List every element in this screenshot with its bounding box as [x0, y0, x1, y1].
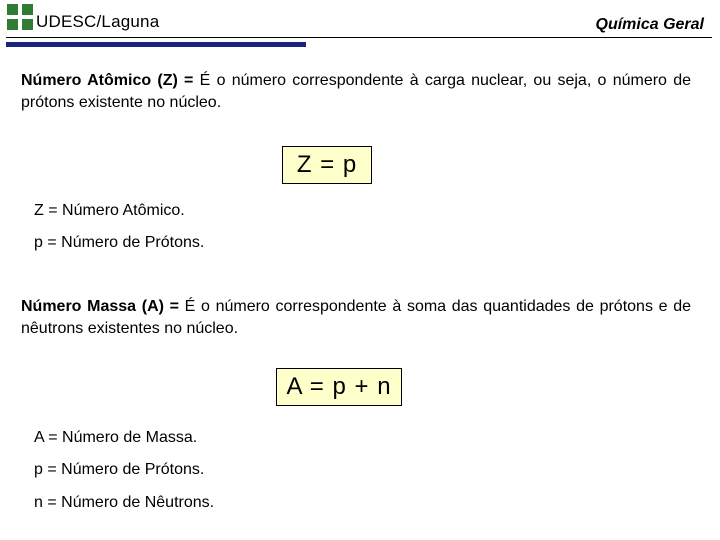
course-title: Química Geral: [595, 16, 704, 33]
definition-p-2: p = Número de Prótons.: [34, 461, 205, 478]
definition-p-1: p = Número de Prótons.: [34, 234, 205, 251]
institution-name: UDESC/Laguna: [36, 12, 160, 31]
header-accent-bar: [6, 42, 306, 47]
definition-z: Z = Número Atômico.: [34, 202, 185, 219]
slide-header: [0, 0, 720, 48]
mass-number-definition: [21, 296, 691, 340]
mass-number-term: Número Massa (A) =: [21, 298, 179, 315]
atomic-number-text: É o número correspondente à carga nuclear, ou seja, o número de prótons existente no núcleo.: [21, 72, 691, 111]
atomic-number-term: Número Atômico (Z) =: [21, 72, 194, 89]
atomic-number-definition: [21, 70, 691, 114]
atomic-number-formula: Z = p: [282, 146, 372, 184]
header-divider: [6, 37, 712, 38]
mass-number-text: É o número correspondente à soma das quantidades de prótons e de nêutrons existentes no núcleo.: [21, 298, 691, 337]
definition-n: n = Número de Nêutrons.: [34, 494, 215, 511]
definition-a: A = Número de Massa.: [34, 429, 198, 446]
udesc-logo-icon: [6, 3, 34, 31]
mass-number-formula: A = p + n: [276, 368, 402, 406]
